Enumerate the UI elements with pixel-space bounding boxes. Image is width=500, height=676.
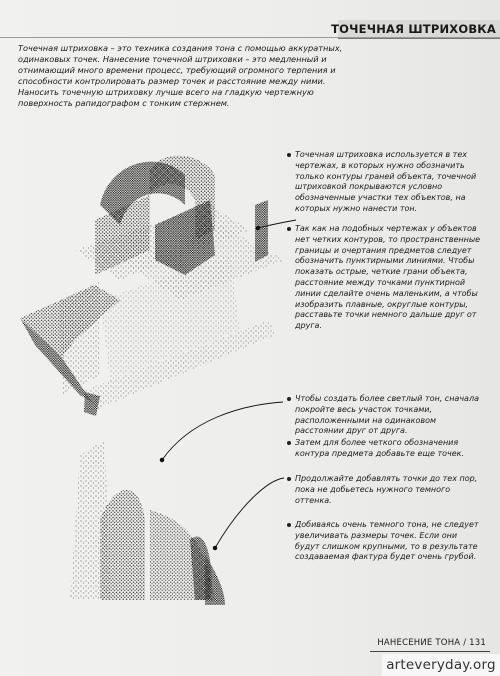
stippled-illustration [0, 120, 300, 620]
bullet-icon [287, 477, 291, 481]
note-1 [295, 150, 481, 215]
bullet-icon [287, 441, 291, 445]
note-1-text: Точечная штриховка используется в тех чертежах, в которых нужно обозначить только контуры граней объекта, точечной штриховкой покрываются условно обозначенные участки тех объектов, на которых нужно нанести тон. [295, 150, 477, 213]
footer-rule [370, 651, 490, 652]
section-title: ТОЧЕЧНАЯ ШТРИХОВКА [331, 22, 496, 36]
note-5-text: Продолжайте добавлять точки до тех пор, пока не добьетесь нужного темного оттенка. [295, 474, 478, 505]
note-6 [295, 520, 481, 563]
note-3 [295, 394, 481, 437]
dot-density-samples [70, 440, 225, 605]
note-2 [295, 224, 481, 332]
bullet-icon [287, 397, 291, 401]
note-2-text: Так как на подобных чертежах у объектов нет четких контуров, то пространственные границы и очертания предметов следует обозначить пунктирными линиями. Чтобы показать острые, четкие грани объекта, расстояние между точками пунктирной линии сделайте очень маленьким, а чтобы изобразить плавные, округлые контуры, расставьте точки немного дальше друг от друга. [295, 224, 481, 331]
architectural-drawing [20, 156, 285, 416]
note-4-text: Затем для более четкого обозначения контура предмета добавьте еще точек. [295, 438, 465, 458]
watermark: arteveryday.org [382, 654, 500, 676]
bullet-icon [287, 153, 291, 157]
bullet-icon [287, 227, 291, 231]
bullet-icon [287, 523, 291, 527]
note-5 [295, 474, 481, 506]
note-3-text: Чтобы создать более светлый тон, сначала покройте весь участок точками, расположенными на одинаковом расстоянии друг от друга. [295, 394, 479, 436]
intro-paragraph: Точечная штриховка – это техника создания тона с помощью аккуратных, одинаковых точек. Нанесение точечной штриховки – это медленный и отнимающий много времени процесс, требующий огромного терпения и способности контролировать размер точек и расстояние между ними. Наносить точечную штриховку лучше всего на гладкую чертежную поверхность рапидографом с тонким стержнем. [18, 43, 343, 108]
note-4 [295, 438, 481, 460]
header-rule [0, 37, 500, 38]
note-6-text: Добиваясь очень темного тона, не следует увеличивать размеры точек. Если они будут слишком крупными, то в результате создаваемая фактура будет очень грубой. [295, 520, 479, 562]
running-footer: НАНЕСЕНИЕ ТОНА / 131 [377, 638, 486, 648]
